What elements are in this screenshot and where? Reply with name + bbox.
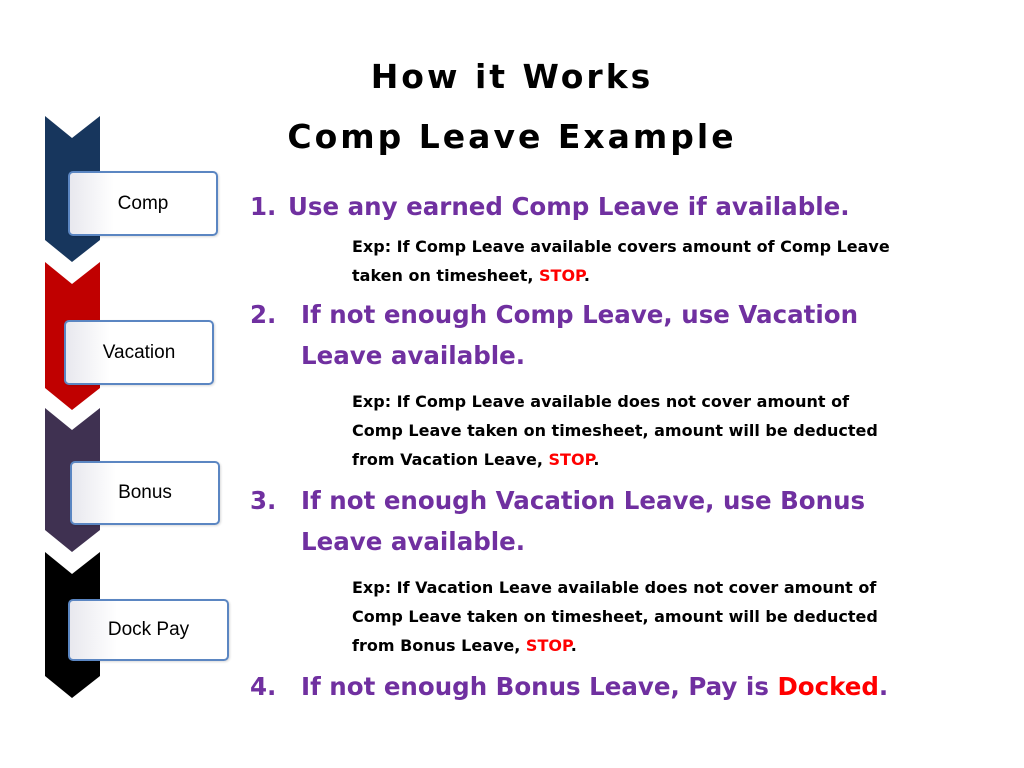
stop-text: STOP <box>539 266 584 285</box>
item-text-line2: Leave available. <box>301 527 526 556</box>
docked-text: Docked <box>777 672 879 701</box>
example-line: Exp: If Vacation Leave available does not cover amount of <box>352 578 877 597</box>
stop-text: STOP <box>525 636 571 655</box>
list-item-1 <box>250 186 950 227</box>
example-1 <box>352 232 890 290</box>
step-box-bonus <box>70 461 220 525</box>
stop-text: STOP <box>548 450 594 469</box>
example-line: taken on timesheet, STOP. <box>352 266 590 285</box>
item-number: 2. <box>250 300 277 329</box>
example-line: from Vacation Leave, STOP. <box>352 450 600 469</box>
item-text-line2: Leave available. <box>301 341 526 370</box>
item-number: 3. <box>250 486 277 515</box>
example-line: Comp Leave taken on timesheet, amount will be deducted <box>352 421 878 440</box>
step-box-dock-pay <box>68 599 229 661</box>
step-box-vacation <box>64 320 214 385</box>
step-label-vacation: Vacation <box>102 341 176 363</box>
example-2 <box>352 387 878 474</box>
step-label-dock-pay: Dock Pay <box>107 619 190 640</box>
step-box-comp <box>68 171 218 236</box>
example-line: Comp Leave taken on timesheet, amount will be deducted <box>352 607 878 626</box>
item-text: Use any earned Comp Leave if available. <box>288 192 850 221</box>
item-text-line1: If not enough Vacation Leave, use Bonus <box>301 486 866 515</box>
item-number: 4. <box>250 672 277 701</box>
example-line: Exp: If Comp Leave available covers amount of Comp Leave <box>352 237 890 256</box>
example-line: from Bonus Leave, STOP. <box>352 636 577 655</box>
example-line: Exp: If Comp Leave available does not cover amount of <box>352 392 850 411</box>
title-comp-leave-example: Comp Leave Example <box>287 117 737 156</box>
title-how-it-works: How it Works <box>370 57 654 96</box>
item-text: If not enough Bonus Leave, Pay is Docked. <box>301 672 889 701</box>
item-text-line1: If not enough Comp Leave, use Vacation <box>301 300 859 329</box>
example-3 <box>352 573 878 660</box>
step-label-comp: Comp <box>117 192 169 214</box>
step-label-bonus: Bonus <box>118 482 172 503</box>
list-item-4 <box>250 666 970 707</box>
list-item-3 <box>250 480 950 562</box>
item-number: 1. <box>250 192 277 221</box>
list-item-2 <box>250 294 950 376</box>
